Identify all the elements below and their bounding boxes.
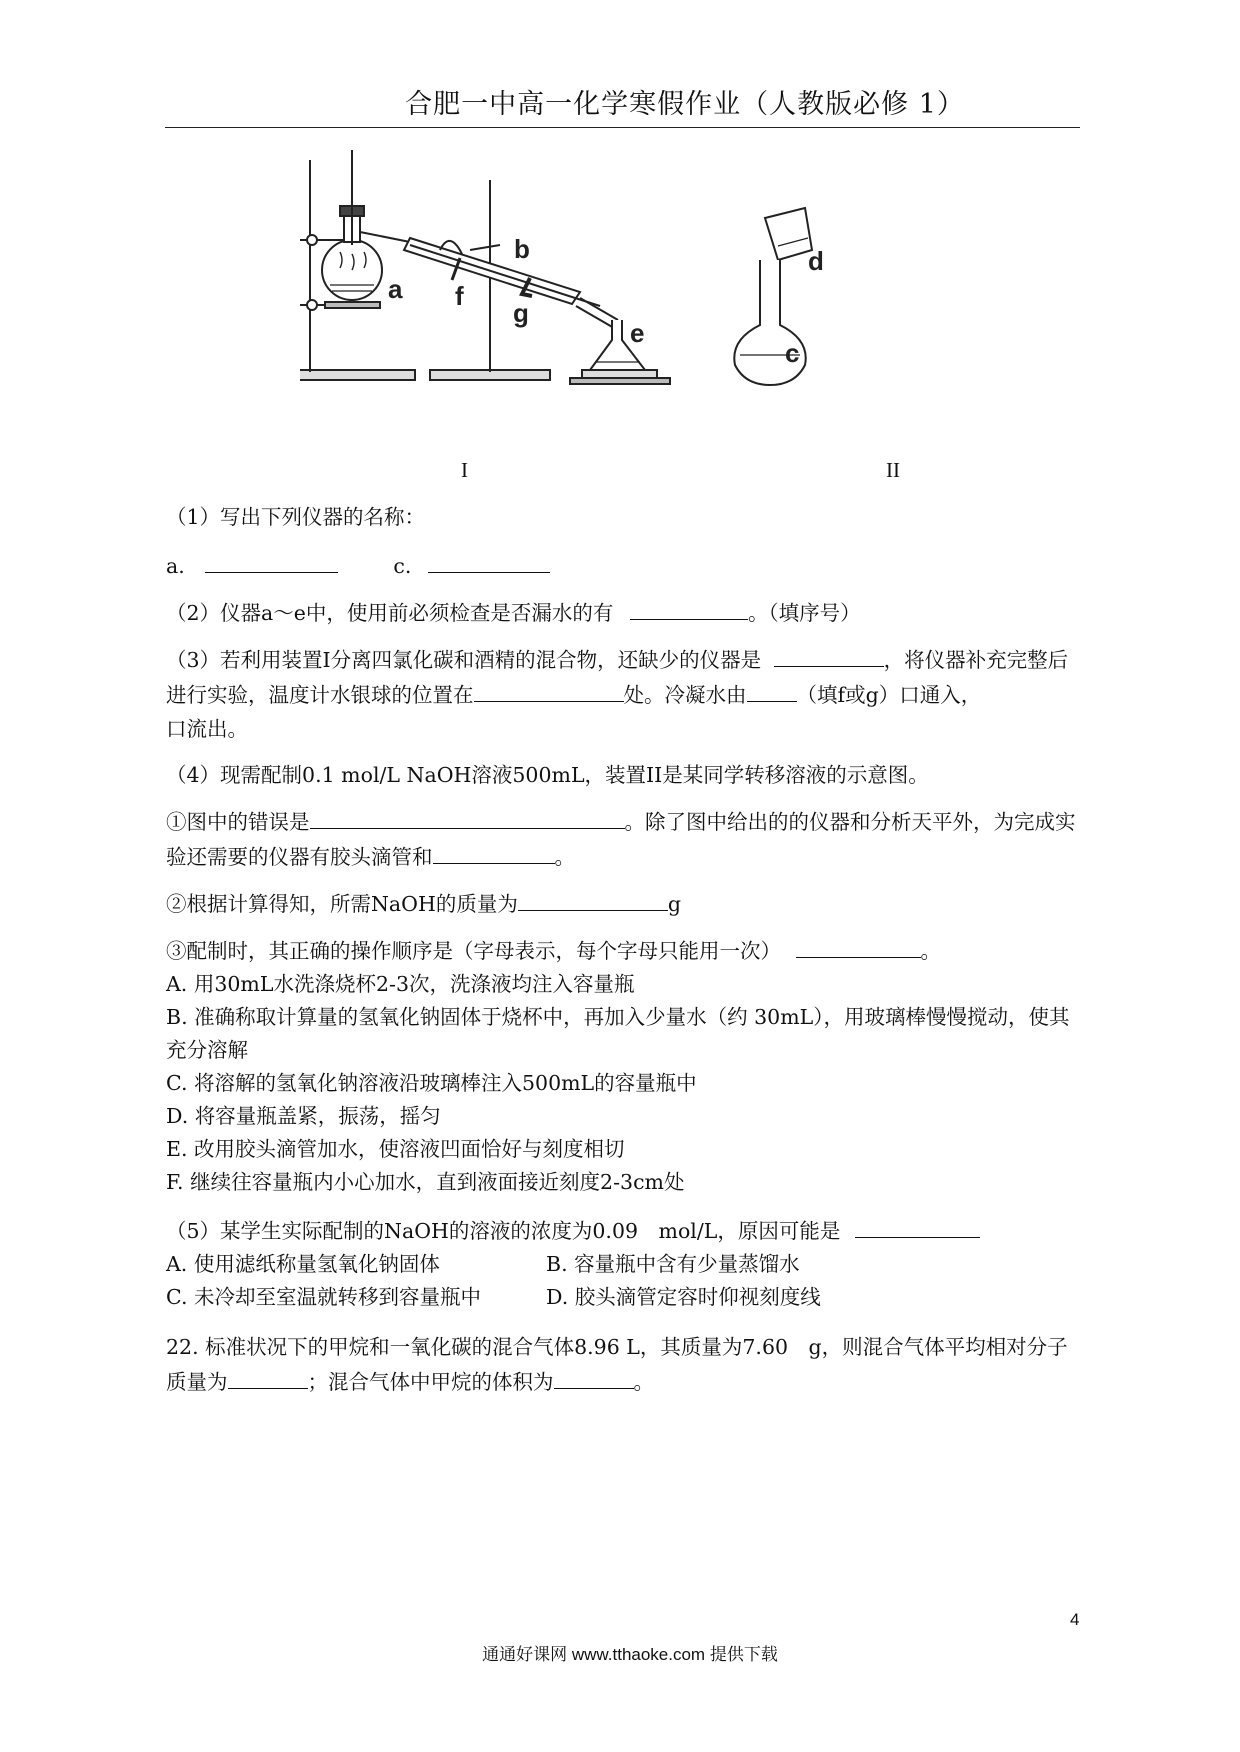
q22-blank-1[interactable]	[228, 1364, 308, 1389]
q4-option-f: F. 继续往容量瓶内小心加水，直到液面接近刻度2-3cm处	[166, 1170, 685, 1194]
q1-c-blank[interactable]	[428, 548, 550, 573]
q1-a-blank[interactable]	[205, 548, 338, 573]
q5-blank[interactable]	[855, 1213, 980, 1238]
footer-text: 通通好课网 www.tthaoke.com 提供下载	[482, 1645, 778, 1664]
label-g: g	[513, 298, 529, 328]
q4-sub3-blank[interactable]	[796, 933, 921, 958]
q4-sub3-text: ③配制时，其正确的操作顺序是（字母表示，每个字母只能用一次）	[166, 939, 781, 963]
q5-options-row-1	[166, 1248, 1081, 1281]
q5-option-d: D. 胶头滴管定容时仰视刻度线	[546, 1285, 821, 1309]
beaker-d	[765, 208, 812, 260]
figure-caption-i: I	[461, 458, 468, 482]
q4-option-a: A. 用30mL水洗涤烧杯2-3次，洗涤液均注入容量瓶	[166, 972, 635, 996]
label-b: b	[514, 234, 530, 264]
q2-text: （2）仪器a～e中，使用前必须检查是否漏水的有	[166, 601, 614, 625]
q22-text-1: 22. 标准状况下的甲烷和一氧化碳的混合气体8.96 L，其质量为7.60 g，则混合气体平均相对分子质量为	[166, 1335, 1068, 1394]
q3-text-1: （3）若利用装置I分离四氯化碳和酒精的混合物，还缺少的仪器是	[166, 648, 762, 672]
q5-text: （5）某学生实际配制的NaOH的溶液的浓度为0.09 mol/L，原因可能是	[166, 1219, 841, 1243]
q5-option-a: A. 使用滤纸称量氢氧化钠固体	[166, 1252, 440, 1276]
q2-line	[166, 595, 1081, 630]
q5-option-c: C. 未冷却至室温就转移到容量瓶中	[166, 1285, 481, 1309]
label-d: d	[808, 246, 824, 276]
q1-a-label: a.	[166, 554, 185, 578]
question-content	[166, 500, 1081, 1399]
q1-text: （1）写出下列仪器的名称：	[166, 505, 426, 529]
q3-paragraph	[166, 642, 1081, 746]
q3-blank-2[interactable]	[474, 677, 624, 702]
label-e: e	[630, 318, 645, 348]
q4-sub2-blank[interactable]	[518, 886, 668, 911]
q4-sub3-end: 。	[920, 939, 942, 963]
q4-sub3	[166, 933, 1081, 968]
q22-text-2: ；混合气体中甲烷的体积为	[307, 1370, 554, 1394]
q3-text-2: ，将仪器补充完整后进行实验，温度计水银球的位置在	[166, 648, 1069, 707]
q4-sub1-blank-2[interactable]	[433, 839, 555, 864]
q4-sub1-text-c: 。	[554, 845, 575, 869]
q4-sub1	[166, 804, 1081, 874]
stand-base-1	[300, 370, 415, 380]
q5-options-row-2	[166, 1281, 1081, 1314]
label-f: f	[455, 281, 464, 311]
q1-c-label: c.	[393, 554, 412, 578]
q4-sub2-text: ②根据计算得知，所需NaOH的质量为	[166, 892, 518, 916]
q4-intro: （4）现需配制0.1 mol/L NaOH溶液500mL，装置II是某同学转移溶液的示意图。	[166, 763, 929, 787]
label-a: a	[388, 274, 403, 304]
q4-option-c: C. 将溶解的氢氧化钠溶液沿玻璃棒注入500mL的容量瓶中	[166, 1071, 697, 1095]
q22-paragraph	[166, 1330, 1081, 1399]
q3-text-5: 口流出。	[166, 717, 248, 741]
q4-option-b: B. 准确称取计算量的氢氧化钠固体于烧杯中，再加入少量水（约 30mL），用玻璃棒慢慢搅动，使其充分溶解	[166, 1005, 1070, 1062]
q4-sub1-text-a: ①图中的错误是	[166, 810, 310, 834]
q4-sub2	[166, 886, 1081, 921]
q3-text-3: 处。冷凝水由	[623, 683, 747, 707]
q4-sub1-blank-1[interactable]	[310, 804, 625, 829]
q3-blank-3[interactable]	[747, 677, 797, 702]
page-number: 4	[1070, 1610, 1080, 1629]
q4-option-d: D. 将容量瓶盖紧，振荡，摇匀	[166, 1104, 441, 1128]
q22-blank-2[interactable]	[554, 1364, 634, 1389]
label-c: c	[785, 338, 800, 368]
figure-caption-ii: II	[886, 458, 900, 482]
q4-sub2-unit: g	[667, 892, 681, 916]
q5-option-b: B. 容量瓶中含有少量蒸馏水	[546, 1252, 800, 1276]
apparatus-figure	[300, 150, 960, 450]
q3-blank-1[interactable]	[774, 642, 884, 667]
q4-options	[166, 968, 1081, 1199]
q2-text-after: 。（填序号）	[747, 601, 861, 625]
condenser-b	[404, 238, 600, 306]
q4-option-e: E. 改用胶头滴管加水，使溶液凹面恰好与刻度相切	[166, 1137, 625, 1161]
q5-line	[166, 1213, 1081, 1248]
header-rule	[165, 127, 1080, 128]
q2-blank[interactable]	[630, 595, 748, 620]
q4-sub1-text-b: 。除了图中给出的的仪器和分析天平外，为完成实验还需要的仪器有胶头滴管和	[166, 810, 1076, 869]
page-header-title: 合肥一中高一化学寒假作业（人教版必修 1）	[405, 89, 965, 120]
q1-answer-line	[166, 548, 1081, 583]
q3-text-4: （填f或g）口通入，	[796, 683, 982, 707]
q22-text-3: 。	[633, 1370, 654, 1394]
